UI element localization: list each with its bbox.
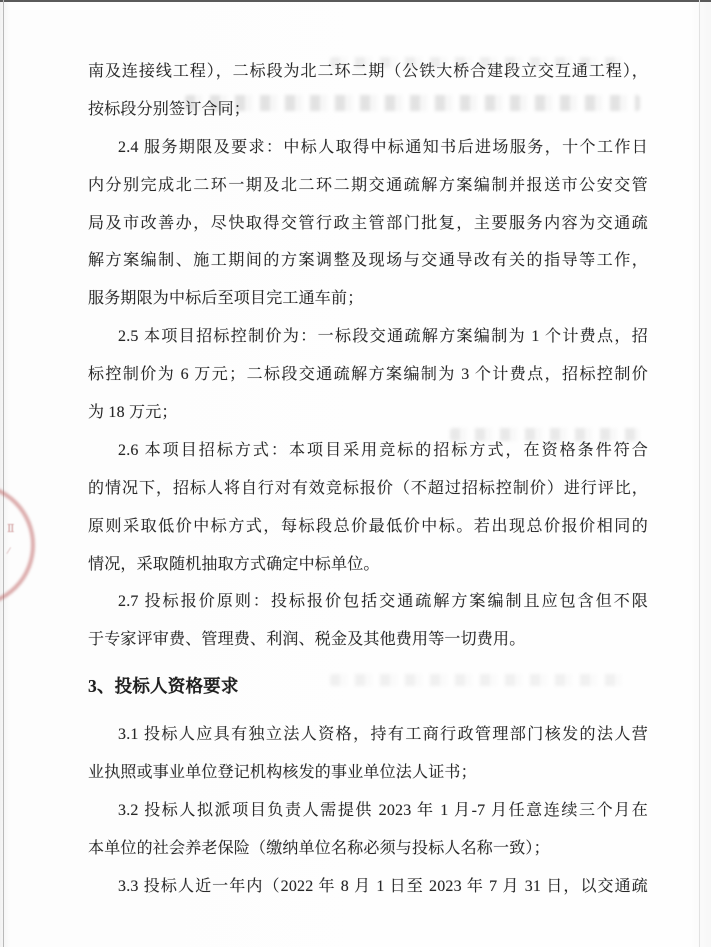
text-line: 为 18 万元； bbox=[88, 404, 178, 422]
text-line: 按标段分别签订合同； bbox=[88, 100, 251, 118]
text-line: 原则采取低价中标方式，每标段总价最低价中标。若出现总价报价相同的 bbox=[88, 517, 648, 535]
text-line: 2.7 投标报价原则：投标报价包括交通疏解方案编制且应包含但不限 bbox=[118, 593, 648, 611]
text-line: 内分别完成北二环一期及北二环二期交通疏解方案编制并报送市公安交管 bbox=[88, 176, 648, 194]
red-seal-fragment: / bbox=[5, 544, 12, 558]
page-edge-right bbox=[699, 0, 700, 947]
text-line: 的情况下，招标人将自行对有效竞标报价（不超过招标控制价）进行评比， bbox=[88, 479, 648, 497]
text-line: 3.1 投标人应具有独立法人资格，持有工商行政管理部门核发的法人营 bbox=[118, 726, 648, 744]
section-heading: 3、投标人资格要求 bbox=[88, 676, 239, 697]
text-line: 服务期限为中标后至项目完工通车前； bbox=[88, 290, 364, 308]
text-line: 3.3 投标人近一年内（2022 年 8 月 1 日至 2023 年 7 月 31 日，以交通疏 bbox=[118, 877, 648, 895]
text-line: 业执照或事业单位登记机构核发的事业单位法人证书； bbox=[88, 764, 477, 782]
text-line: 本单位的社会养老保险（缴纳单位名称必须与投标人名称一致）； bbox=[88, 839, 550, 857]
text-line: 2.4 服务期限及要求：中标人取得中标通知书后进场服务，十个工作日 bbox=[118, 138, 648, 156]
text-line: 情况，采取随机抽取方式确定中标单位。 bbox=[88, 555, 380, 573]
text-line: 于专家评审费、管理费、利润、税金及其他费用等一切费用。 bbox=[88, 631, 526, 649]
text-line: 局及市改善办，尽快取得交管行政主管部门批复，主要服务内容为交通疏 bbox=[88, 214, 648, 232]
page-edge-top bbox=[0, 0, 711, 2]
text-line: 南及连接线工程），二标段为北二环二期（公铁大桥合建段立交互通工程）， bbox=[88, 63, 648, 80]
text-line: 解方案编制、施工期间的方案调整及现场与交通导改有关的指导等工作， bbox=[88, 252, 648, 270]
page-edge-left bbox=[3, 0, 4, 947]
red-seal-arc bbox=[0, 483, 35, 607]
text-line: 2.6 本项目招标方式：本项目采用竞标的招标方式，在资格条件符合 bbox=[118, 441, 648, 459]
text-line: 3.2 投标人拟派项目负责人需提供 2023 年 1 月-7 月任意连续三个月在 bbox=[118, 801, 648, 819]
text-block bbox=[88, 53, 648, 906]
text-line: 标控制价为 6 万元；二标段交通疏解方案编制为 3 个计费点，招标控制价 bbox=[88, 366, 648, 384]
text-line: 2.5 本项目招标控制价为：一标段交通疏解方案编制为 1 个计费点，招 bbox=[118, 328, 648, 346]
red-seal-fragment: Ⅱ bbox=[7, 523, 15, 535]
